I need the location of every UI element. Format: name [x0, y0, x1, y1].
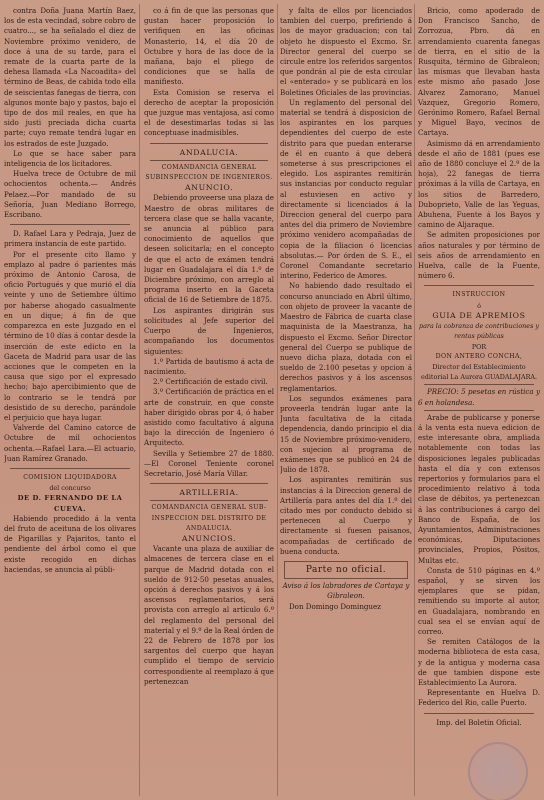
paragraph: Un reglamento del personal del material se tendrá á disposicion de los aspirantes en los parques dependientes del cuerpo de este distrito para que puedan enterarse de él en cuanto á que deberá someterse á sus prescripciones el elegido. Los aspirantes remitirán sus instancias por conducto regular al estuviesen en activo y directamente si licenciados á la Direccion general del cuerpo para antes del dia primero de Noviembre próximo venidero acompañadas de copia de la filiacion ó licencias absolutas.— Por órden de S. E., el Coronel Comandante secretario interino, Federico de Amores. — [280, 97, 412, 281]
divider — [10, 224, 130, 225]
ad-author-role: Director del Establecimiento editorial La Aurora GUADALAJARA. — [420, 362, 538, 382]
ad-by: POR — [471, 342, 487, 351]
paragraph: contra Doña Juana Martín Baez, los de esta vecindad, sobre cobro de cuatro..., se ha señalado el diez de Noviembre próximo venidero, de doce á una de su tarde, para el remate de la cuarta parte de la dehesa llamada «La Nacoadita» del término de Beas, de cabida todo ella de seiscientas fanegas de tierra, con algunos monte bajo y pastos, bajo el tipo de dos mil reales, en que ha sido justi preciada dicha cuarta parte; cuyo remate tendrá lugar en los estrados de este Juzgado. — [4, 6, 136, 148]
list-item: 1.º Partida de bautismo á acta de nacimiento. — [144, 356, 274, 376]
section-heading: COMISION LIQUIDADORA — [23, 473, 117, 481]
divider — [150, 483, 268, 484]
section-heading: DE D. FERNANDO DE LA CUEVA. — [17, 494, 123, 513]
ad-title: GUIA DE APREMIOS — [432, 310, 526, 320]
paragraph: Arabe de publicarse y ponerse á la venta esta nueva edicion de este interesante obra, ampliada notablemente con todas las disposiciones legales publicadas hasta el día y con extensos repertorios y formularios para el procedimiento relativo á toda clase de débitos, ya pertenezcan á las contribuciones á cargo del Banco de España, de los Ayuntamientos, Administraciones económicas, Diputaciones provinciales, Propios, Pósitos, Multas etc. — [418, 412, 540, 565]
divider — [424, 285, 534, 286]
paragraph: Por el presente cito llamo y emplazo al padre ó parientes más próximo de Antonio Carosa, de oficio Portugués y que murió el día veinte y uno de Setiembre último por haberse ahogado casualmente en un dique; á fin de que comparezca en este Juzgado en el término de 10 días á contar desde la inserción de este edicto en la Gaceta de Madrid para usar de las acciones que le competen en la causa que sigo por el expresado hecho; bajo apercibimiento que de lo contrario se le tendrá por desistido de su derecho, parándole el perjuicio que haya lugar. — [4, 249, 136, 422]
section-subheading: del concurso — [49, 484, 91, 493]
list-item: 2.º Certificación de estado civil. — [153, 377, 268, 387]
paragraph: co á fin de que las personas que gustan hacer proposición lo verifiquen en las oficinas Monasterio, 14, el día 20 de Octubre y hora de las doce de la mañana, bajo el pliego de condiciones que se halla de manifiesto. — [144, 6, 274, 87]
section-subheading: COMANDANCIA GENERAL SUB-INSPECCION DEL DISTRITO DE ANDALUCIA. — [151, 504, 267, 532]
ad-title: INSTRUCCION — [452, 291, 506, 299]
paragraph: No habiendo dado resultado el concurso anunciado en Abril último, con objeto de proveer la vacante de Maestro de Fábrica de cuarta clase maquinista de la Maestranza, ha dispuesto el Excmo. Señor Director general del Cuerpo se publique de nuevo dicha plaza, dotada con el sueldo de 2.100 pesetas y opcion á derechos pasivos y á los ascensos reglamentarios. — [280, 281, 412, 393]
section-subheading: COMANDANCIA GENERAL SUBINSPECCION DE INGENIEROS. — [145, 163, 273, 182]
announcement-title: ANUNCIOS. — [181, 533, 237, 543]
section-title: ARTILLERIA. — [179, 488, 239, 498]
library-stamp — [468, 742, 528, 800]
divider — [424, 713, 534, 714]
paragraph: Se admiten proposiciones por años naturales y por término de seis años de arrendamiento en Huelva, calle de la Fuente, número 6. — [418, 230, 540, 281]
paragraph: Don Domingo Dominguez — [289, 601, 381, 611]
section-title: ANDALUCIA. — [179, 147, 239, 157]
divider — [10, 468, 130, 469]
ad-author: DON ANTERO CONCHA, — [435, 352, 523, 360]
section-box-title: Parte no oficial. — [284, 561, 408, 579]
paragraph: Los segundos exámenes para proveerla tendrán lugar ante la Junta facultativa de la citada dependencia, dando principio el dia 15 de Noviembre próximo-venidero, con sujecion al programa de exámenes que se publicó en 24 de Julio de 1878. — [280, 393, 412, 475]
column-3 — [280, 6, 412, 796]
paragraph: Vacante una plaza de auxiliar de almacenes de tercera clase en el parque de Madrid dotada con el sueldo de 912·50 pesetas anuales, opción á derechos pasivos y á los ascensos reglamentarios, será provista con arreglo al artículo 6.º del reglamento del personal del material y el 9.º de la Real órden de 22 de Febrero de 1878 por los sargentos del cuerpo que hayan cumplido el tiempo de servicio correspondiente al reemplazo á que pertenezcan — [144, 544, 274, 686]
divider — [150, 500, 268, 501]
divider — [424, 410, 534, 411]
ad-subtitle: ó — [477, 301, 481, 310]
price: PRECIO: 5 pesetas en rústica y 6 en holandesa. — [418, 387, 540, 407]
column-rule — [277, 4, 278, 796]
paragraph: Los aspirantes dirigirán sus solicitudes al Jefe superior del Cuerpo de Ingenieros, acompañando los documentos siguientes: — [144, 305, 274, 356]
paragraph: Los aspirantes remitirán sus instancias á la Direccion general de Artillería para antes del día 1.º del citado mes por conducto debido si pertenecen al Cuerpo y directamente si fuesen paisanos, acompañadas de certificado de buena conducta. — [280, 475, 412, 556]
divider — [150, 160, 268, 161]
paragraph: D. Rafael Lara y Pedraja, Juez de primera instancia de este partido. — [4, 229, 136, 249]
column-2 — [144, 6, 274, 796]
paragraph: Debiendo proveerse una plaza de Maestro de obras militares de tercera clase que se halla vacante, se anuncia al público para conocimiento de aquellos que deseen solicitarla; en el concepto de que el acto de exámen tendrá lugar en Guadalajara el día 1.º de Diciembre próximo, con arreglo al programa inserto en la Gaceta oficial de 16 de Setiembre de 1875. — [144, 193, 274, 305]
column-4 — [418, 6, 540, 796]
divider — [150, 143, 268, 144]
notice-title: Aviso á los labradores de Cartaya y Gibraleon. — [282, 581, 410, 601]
paragraph: Bricio, como apoderado de Don Francisco Sancho, de Zorrozua, Pbro. dá en arrendamiento cuarenta fanegas de tierra, en el sitio de la Rusquita, término de Gibraleon; las mismas que llevaban hasta este mismo año pasado Jose Alvarez Zamorano, Manuel Vazquez, Gregorio Romero, Gerónimo Romero, Rafael Bernal y Miguel Bayo, vecinos de Cartaya. — [418, 6, 540, 138]
list-item: 3.º Certificación de práctica en el arte de construir, en que conste haber dirigido obras por 4, ó haber asistido como facultativo á alguna bajo la dirección de Ingeniero ó Arquitecto. — [144, 387, 274, 448]
paragraph: Habiendo procedido á la venta del fruto de aceituna de los olivares de Pigarillas y Pajaritos, tanto el pendiente del árbol como el que existe recogido en dichas haciendas, se anuncia al públi- — [4, 513, 136, 574]
paragraph: Asimismo dá en arrendamiento desde el año de 1881 (pues ese año de 1880 concluye el 2.º de la hoja), 22 fanegas de tierra próximas á la villa de Cartaya, en los sitios de Barredero, Duboprieto, Valle de las Yeguas, Abuhena, Fuente á los Bayos y camino de Aljaraque. — [418, 138, 540, 230]
printer-imprint: Imp. del Boletin Oficial. — [436, 717, 522, 727]
column-rule — [139, 4, 140, 796]
paragraph: Sevilla y Setiembre 27 de 1880.—El Coronel Teniente coronel Secretario, José María Villar. — [144, 448, 274, 478]
column-1 — [4, 6, 136, 796]
paragraph: Huelva trece de Octubre de mil ochocientos ochenta.— Andrés Pelaez.—Por mandado de su Señoría, Juan Mediano Borrego, Escribano. — [4, 169, 136, 220]
paragraph: Consta de 510 páginas en 4.º español, y se sirven los ejemplares que se pidan, remitiendo su importe al autor, en Guadalajara, nombrando en cual sea el se envían aquí de correo. — [418, 565, 540, 636]
announcement-title: ANUNCIO. — [184, 183, 234, 193]
paragraph: Lo que se hace saber para inteligencia de los licitadores. — [4, 148, 136, 169]
column-rule — [414, 4, 415, 796]
ad-subtitle: para la cobranza de contribuciones y rentas públicas — [419, 322, 539, 341]
paragraph: y falta de ellos por licenciados tambien del cuerpo, prefiriendo á los de mayor graduacion; con tal objeto he dispuesto el Excmo. Sr. Director general del cuerpo se circule entre los referidos sargentos que pondrán al pie de esta circular el «enterado» y se publicará en los Boletines Oficiales de las provincias. — [280, 6, 412, 97]
paragraph: Se remiten Catálogos de la moderna biblioteca de esta casa, y de la antigua y moderna casa de que tambien dispone este Establecimiento La Aurora. — [418, 637, 540, 687]
divider — [424, 384, 534, 385]
paragraph: Esta Comision se reserva el derecho de aceptar la proposición que juzgue mas ventajosa, así como el de desestimarlas todas si las conceptuase inadmisibles. — [144, 87, 274, 138]
paragraph: Valverde del Camino catorce de Octubre de mil ochocientos ochenta.—Rafael Lara.—El actuario, Juan Ramírez Granado. — [4, 423, 136, 463]
paragraph: Representante en Huelva D. Federico del Rio, calle Puerto. — [418, 688, 540, 708]
